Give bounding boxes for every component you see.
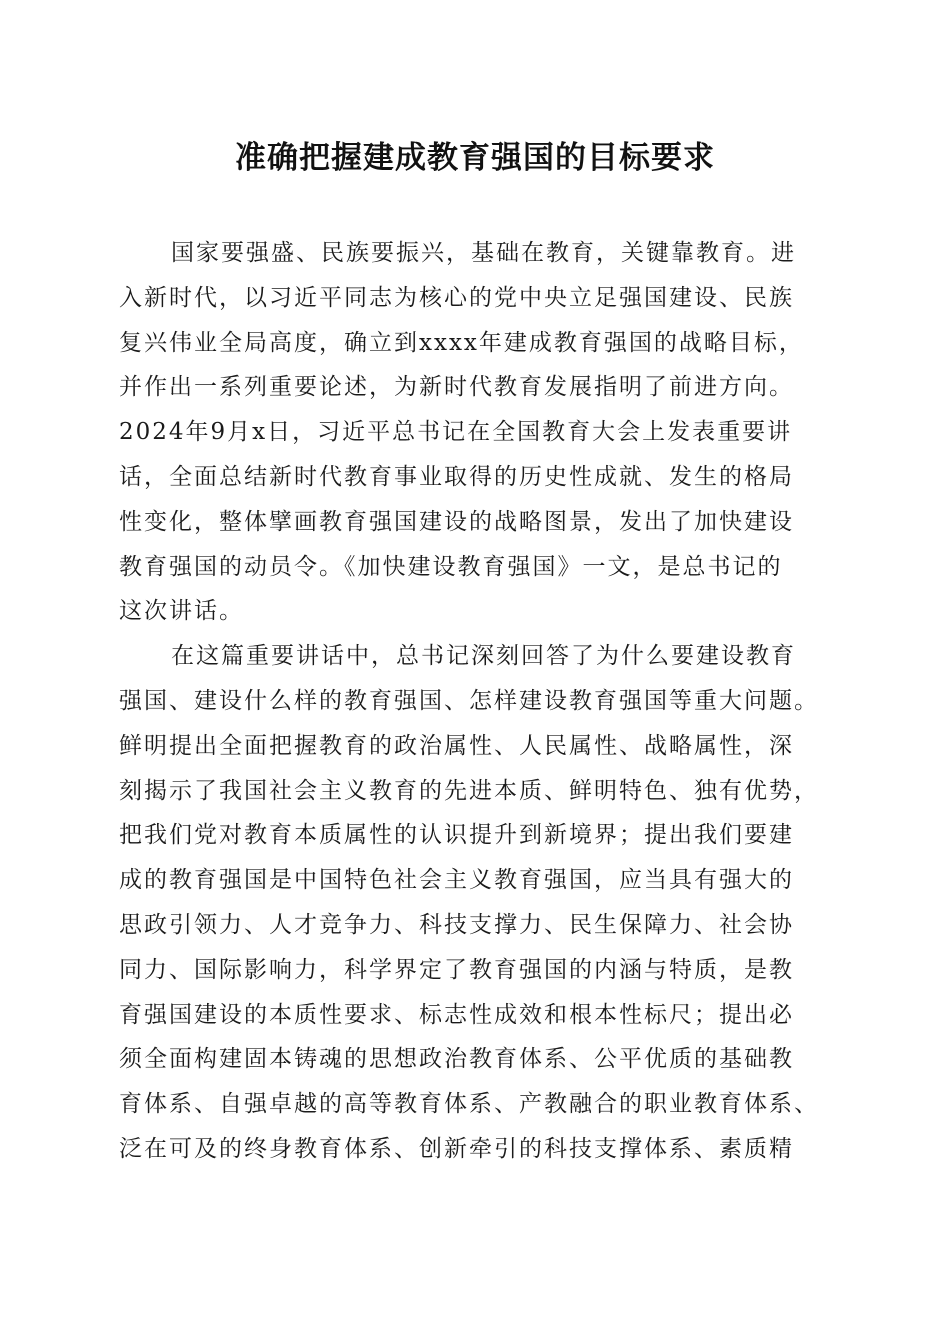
paragraph-line: 性变化，整体擘画教育强国建设的战略图景，发出了加快建设 [119,508,794,535]
paragraph-line: 鲜明提出全面把握教育的政治属性、人民属性、战略属性，深 [119,732,794,759]
paragraph [119,231,830,634]
paragraph-line: 并作出一系列重要论述，为新时代教育发展指明了前进方向。 [119,374,794,401]
paragraph-line: 育体系、自强卓越的高等教育体系、产教融合的职业教育体系、 [119,1091,819,1118]
document-title: 准确把握建成教育强国的目标要求 [235,140,715,176]
paragraph-line: 须全面构建固本铸魂的思想政治教育体系、公平优质的基础教 [119,1046,794,1073]
document-body [119,231,830,1172]
paragraph-line: 国家要强盛、民族要振兴，基础在教育，关键靠教育。进 [171,240,796,266]
paragraph-line: 同力、国际影响力，科学界定了教育强国的内涵与特质，是教 [119,956,794,983]
paragraph-line: 2024年9月x日，习近平总书记在全国教育大会上发表重要讲 [119,419,793,446]
paragraph-line: 话，全面总结新时代教育事业取得的历史性成就、发生的格局 [119,463,794,490]
paragraph-line: 刻揭示了我国社会主义教育的先进本质、鲜明特色、独有优势， [119,777,819,804]
paragraph-line: 泛在可及的终身教育体系、创新牵引的科技支撑体系、素质精 [119,1135,794,1162]
paragraph-line: 把我们党对教育本质属性的认识提升到新境界；提出我们要建 [119,822,794,849]
paragraph-line: 育强国建设的本质性要求、标志性成效和根本性标尺；提出必 [119,1001,794,1028]
paragraph-line: 思政引领力、人才竞争力、科技支撑力、民生保障力、社会协 [119,911,794,938]
paragraph-line: 复兴伟业全局高度，确立到xxxx年建成教育强国的战略目标， [119,329,804,356]
paragraph-line: 在这篇重要讲话中，总书记深刻回答了为什么要建设教育 [171,643,796,670]
paragraph-line: 这次讲话。 [119,598,244,625]
paragraph [119,634,830,1172]
paragraph-line: 教育强国的动员令。《加快建设教育强国》一文，是总书记的 [119,553,783,580]
paragraph-line: 成的教育强国是中国特色社会主义教育强国，应当具有强大的 [119,867,794,894]
paragraph-line: 强国、建设什么样的教育强国、怎样建设教育强国等重大问题。 [119,687,819,714]
paragraph-line: 入新时代，以习近平同志为核心的党中央立足强国建设、民族 [119,284,794,311]
